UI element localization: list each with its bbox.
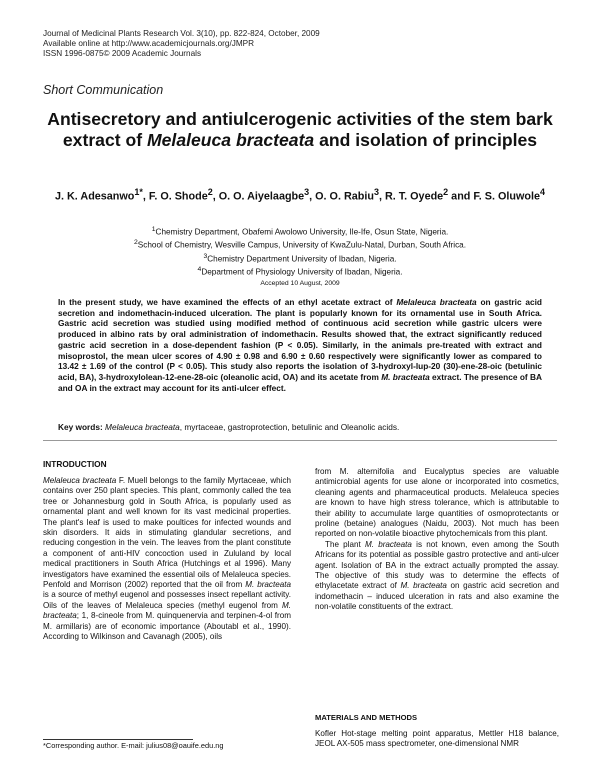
right-column	[315, 467, 559, 613]
author-separator: and	[448, 190, 474, 203]
paragraph-text: is a source of methyl eugenol and possesses insect repellant activity. Oils of the leaves of Melaleuca species (methyl eugenol from	[43, 590, 291, 610]
methods-text: Kofler Hot-stage melting point apparatus, Mettler H18 balance, JEOL AX-505 mass spectrometer, one-dimensional NMR	[315, 729, 559, 749]
keywords-list: , myrtaceae, gastroprotection, betulinic and Oleanolic acids.	[179, 422, 400, 432]
author-affiliation-mark: 1*	[134, 187, 143, 197]
author-affiliation-mark: 3	[304, 187, 310, 197]
corresponding-author-footnote: *Corresponding author. E-mail: julius08@oauife.edu.ng	[43, 741, 224, 750]
paragraph-text: The plant	[325, 539, 365, 549]
affiliation-mark: 1	[151, 226, 156, 233]
species-name: M. bracteata	[43, 600, 291, 621]
affiliation-text: Chemistry Department University of Ibadan, Nigeria.	[207, 254, 397, 264]
author-separator: ,	[142, 190, 149, 203]
species-name: M. bracteata	[400, 581, 447, 591]
paper-title	[30, 109, 570, 151]
author-list	[50, 185, 550, 204]
affiliation	[60, 225, 540, 238]
species-name: M. bracteata	[364, 539, 412, 549]
keywords-species: Melaleuca bracteata	[105, 422, 180, 432]
keywords	[58, 422, 542, 432]
abstract	[58, 297, 542, 393]
affiliation-text: School of Chemistry, Wesville Campus, University of KwaZulu-Natal, Durban, South Africa.	[137, 241, 467, 251]
affiliation	[60, 252, 540, 265]
keywords-label: Key words:	[58, 422, 103, 432]
species-name: M. bracteata	[245, 580, 291, 590]
affiliation-mark: 4	[197, 265, 202, 273]
author-affiliation-mark: 3	[373, 187, 379, 197]
footnote-divider	[43, 739, 193, 740]
paragraph-text: is not known, even among the South Africans for its potential as possible gastro protective and anti-ulcer agent. Isolation of BA in the extract actually prompted the assay. The objective of this study was to determine the effects of ethylacetate extract of	[315, 539, 559, 591]
abstract-species: Melaleuca bracteata	[396, 297, 477, 307]
paragraph-text: on gastric acid secretion and indomethacin – induced ulceration in rats and also examine the non-volatile constituents of the extract.	[315, 581, 559, 612]
affiliation	[60, 265, 540, 278]
abstract-text: In the present study, we have examined the effects of an ethyl acetate extract of	[58, 297, 397, 307]
author-name: O. O. Aiyelaagbe	[218, 190, 305, 203]
abstract-species: M. bracteata	[381, 371, 430, 382]
left-column	[43, 459, 291, 643]
species-name: Melaleuca bracteata	[43, 476, 117, 485]
paragraph-text: F. Muell belongs to the family Myrtaceae, which contains over 250 plant species. This plant, commonly called the tea tree or Johannesburg gold in South Africa, is popularly used as ornamental plant and well known for its vast medicinal properties. The plant's leaf is used to make poultices for infected wounds and skin disorders. It aids in stimulating glandular secretions, and reducing congestion in the vein. The leaves from the plant constitute a component of anti-HIV concoction used in Zululand by local medical practitioners in South Africa (Hutchings et al 1996). Many investigators have examined the essential oils of Melaleuca species. Penfold and Morrison (2002) reported that the oil from	[43, 476, 292, 590]
accepted-date: Accepted 10 August, 2009	[260, 280, 340, 287]
author-name: F. S. Oluwole	[473, 190, 540, 203]
paragraph	[315, 540, 559, 613]
journal-info	[43, 29, 320, 59]
abstract-text: on gastric acid secretion and indomethacin-induced ulceration. The plant is popularly known for its ornamental use in South Africa. Gastric acid secretion was studied using modified method of continuous acid secretion while gastric ulcers were produced in albino rats by oral administration of indomethacin. Results showed that, the extract significantly reduced gastric acid secretion in a dose-dependent fashion (P < 0.05). Similarly, in the animals pre-treated with extract and misoprostol, the mean ulcer scores of 4.90 ± 0.98 and 6.90 ± 0.60 respectively were significantly lower as compared to 13.42 ± 1.69 of the control (P < 0.05). This study also reports the isolation of 3-hydroxyl-lup-20 (30)-ene-28-oic (betulinic acid, BA), 3-hydroxylolean-12-ene-28-oic (oleanolic acid, OA) and its acetate from	[58, 297, 542, 382]
title-part-1: Antisecretory and antiulcerogenic activities of the stem bark extract of	[47, 109, 553, 150]
author-affiliation-mark: 2	[207, 187, 213, 197]
title-part-2: and isolation of principles	[314, 130, 538, 150]
author-affiliation-mark: 4	[539, 187, 545, 197]
journal-url: Available online at http://www.academicjournals.org/JMPR	[43, 39, 255, 48]
introduction-paragraph	[43, 476, 291, 643]
affiliation-mark: 3	[203, 252, 208, 260]
methods-heading: MATERIALS AND METHODS	[315, 713, 418, 722]
author-name: O. O. Rabiu	[315, 190, 374, 203]
author-name: J. K. Adesanwo	[55, 190, 135, 203]
section-label: Short Communication	[43, 83, 164, 97]
affiliation	[60, 238, 540, 251]
paragraph-text: ; 1, 8-cineole from M. quinquenervia and terpinen-4-ol from M. armillaris) are of economic importance (Aboutabl et al., 1990). According to Wilkinson and Cavanagh (2005), oils	[43, 611, 291, 642]
author-separator: ,	[212, 190, 219, 203]
author-name: F. O. Shode	[148, 190, 208, 203]
abstract-text: extract. The presence of BA and OA in the extract may account for its anti-ulcer effect.	[58, 371, 542, 393]
author-separator: ,	[309, 190, 316, 203]
introduction-heading: INTRODUCTION	[43, 459, 107, 469]
journal-issn: ISSN 1996-0875© 2009 Academic Journals	[43, 49, 202, 58]
affiliation-mark: 2	[133, 239, 138, 247]
author-affiliation-mark: 2	[443, 187, 449, 197]
journal-citation: Journal of Medicinal Plants Research Vol. 3(10), pp. 822-824, October, 2009	[43, 29, 320, 38]
title-species: Melaleuca bracteata	[146, 130, 315, 150]
affiliation-list	[60, 225, 540, 278]
affiliation-text: Department of Physiology University of Ibadan, Nigeria.	[201, 267, 403, 277]
paragraph: from M. alternifolia and Eucalyptus species are valuable antimicrobial agents for use alone or incorporated into cosmetics, cleaning agents and pharmaceutical products. Melaleuca species are known to have high stress tolerance, which is attributable to their ability to accumulate large quantities of osmoprotectants or proline (betaine) analogues (Naidu, 2003). Not much has been reported on non-volatile bioactive phytochemicals from this plant.	[315, 467, 559, 539]
section-divider	[43, 440, 557, 441]
author-name: R. T. Oyede	[384, 190, 444, 203]
author-separator: ,	[378, 190, 385, 203]
affiliation-text: Chemistry Department, Obafemi Awolowo University, Ile-Ife, Osun State, Nigeria.	[155, 227, 449, 237]
